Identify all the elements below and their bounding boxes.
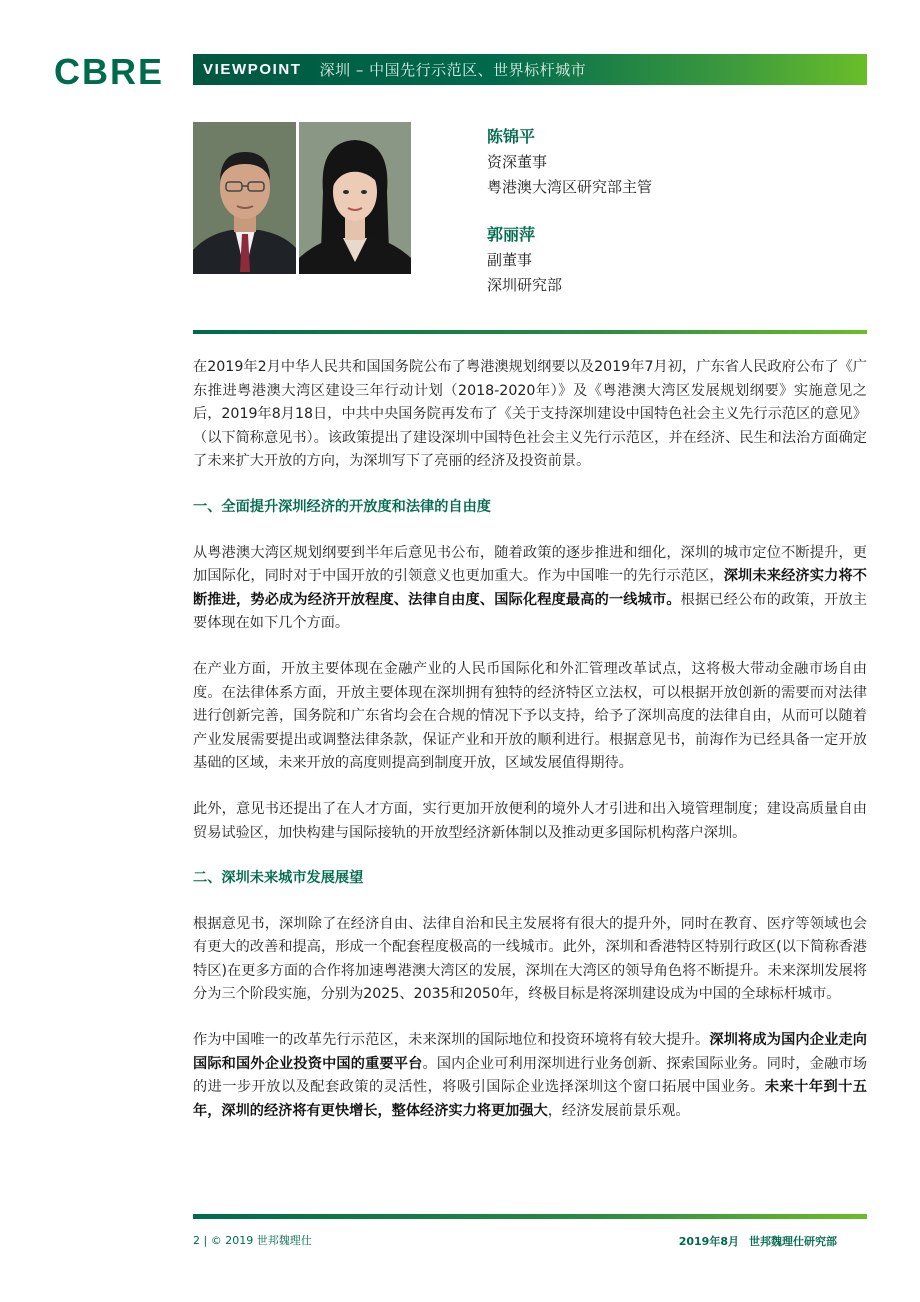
paragraph-outlook: 根据意见书，深圳除了在经济自由、法律自治和民主发展将有很大的提升外，同时在教育、医疗等领域也会有更大的改善和提高，形成一个配套程度极高的一线城市。此外，深圳和香港特区特别行政区(以下简称香港特区)在更多方面的合作将加速粤港澳大湾区的发展，深圳在大湾区的领导角色将不断提升。未来深圳发展将分为三个阶段实施，分别为2025、2035和2050年，终极目标是将深圳建设成为中国的全球标杆城市。 (193, 915, 867, 1003)
author-2-name: 郭丽萍 (487, 225, 536, 244)
paragraph-industry: 在产业方面，开放主要体现在金融产业的人民币国际化和外汇管理改革试点，这将极大带动金融市场自由度。在法律体系方面，开放主要体现在深圳拥有独特的经济特区立法权，可以根据开放创新的需要而对法律进行创新完善，国务院和广东省均会在合规的情况下予以支持，给予了深圳高度的法律自由，从而可以随着产业发展需要提出或调整法律条款，保证产业和开放的顺利进行。根据意见书，前海作为已经具备一定开放基础的区域，未来开放的高度则提高到制度开放，区域发展值得期待。 (193, 660, 867, 772)
article-body (193, 356, 867, 1145)
cbre-logo: CBRE (54, 51, 165, 92)
page-number: 2 (193, 1234, 200, 1247)
footer-copyright: © 2019 世邦魏理仕 (210, 1234, 312, 1247)
report-subtitle: 深圳 – 中国先行示范区、世界标杆城市 (319, 61, 587, 79)
footer-date: 2019年8月 (678, 1235, 739, 1248)
paragraph-openness-a: 从粤港澳大湾区规划纲要到半年后意见书公布，随着政策的逐步推进和细化，深圳的城市定位不断提升，更加国际化，同时对于中国开放的引领意义也更加重大。作为中国唯一的先行示范区， (193, 544, 867, 585)
top-divider (193, 330, 867, 334)
paragraph-platform-e: ，经济发展前景乐观。 (547, 1102, 690, 1119)
paragraph-openness-bold: 深圳未来经济实力将不断推进，势必成为经济开放程度、法律自由度、国际化程度最高的一线城市。 (193, 568, 867, 608)
viewpoint-label: VIEWPOINT (203, 61, 302, 78)
paragraph-platform-bold-1: 深圳将成为国内企业走向国际和国外企业投资中国的重要平台 (193, 1032, 867, 1072)
section-heading-1: 一、全面提升深圳经济的开放度和法律的自由度 (193, 498, 491, 515)
header-banner (193, 54, 867, 85)
footer-left (193, 1232, 312, 1248)
bottom-divider (193, 1214, 867, 1219)
author-2 (487, 222, 562, 298)
author-1 (487, 124, 652, 200)
portrait-female-image (299, 122, 411, 274)
author-1-title: 资深董事 (487, 153, 548, 171)
author-photo-2 (299, 122, 411, 274)
intro-paragraph: 在2019年2月中华人民共和国国务院公布了粤港澳规划纲要以及2019年7月初，广东省人民政府公布了《广东推进粤港澳大湾区建设三年行动计划（2018-2020年）》及《粤港澳大湾区发展规划纲要》实施意见之后，2019年8月18日，中共中央国务院再发布了《关于支持深圳建设中国特色社会主义先行示范区的意见》（以下简称意见书）。该政策提出了建设深圳中国特色社会主义先行示范区，并在经济、民生和法治方面确定了未来扩大开放的方向，为深圳写下了亮丽的经济及投资前景。 (193, 359, 867, 470)
paragraph-openness-c: 根据已经公布的政策，开放主要体现在如下几个方面。 (193, 591, 867, 632)
author-photo-1 (193, 122, 296, 274)
paragraph-platform (193, 1029, 867, 1123)
author-2-dept: 深圳研究部 (487, 276, 563, 294)
section-heading-2: 二、深圳未来城市发展展望 (193, 870, 364, 887)
author-1-dept: 粤港澳大湾区研究部主管 (487, 178, 653, 196)
author-1-name: 陈锦平 (487, 127, 536, 146)
paragraph-talent: 此外，意见书还提出了在人才方面，实行更加开放便利的境外人才引进和出入境管理制度；建设高质量自由贸易试验区，加快构建与国际接轨的开放型经济新体制以及推动更多国际机构落户深圳。 (193, 800, 867, 841)
paragraph-platform-a: 作为中国唯一的改革先行示范区，未来深圳的国际地位和投资环境将有较大提升。 (193, 1032, 710, 1049)
footer-separator: | (203, 1234, 211, 1247)
footer-right (669, 1233, 837, 1249)
paragraph-openness (193, 542, 867, 636)
author-2-title: 副董事 (487, 251, 533, 269)
paragraph-platform-c: 。国内企业可利用深圳进行业务创新、探索国际业务。同时，金融市场的进一步开放以及配套政策的灵活性，将吸引国际企业选择深圳这个窗口拓展中国业务。 (193, 1055, 867, 1096)
paragraph-platform-bold-2: 未来十年到十五年，深圳的经济将有更快增长，整体经济实力将更加强大 (193, 1079, 867, 1119)
portrait-male-image (193, 122, 296, 274)
footer-org: 世邦魏理仕研究部 (749, 1235, 837, 1248)
